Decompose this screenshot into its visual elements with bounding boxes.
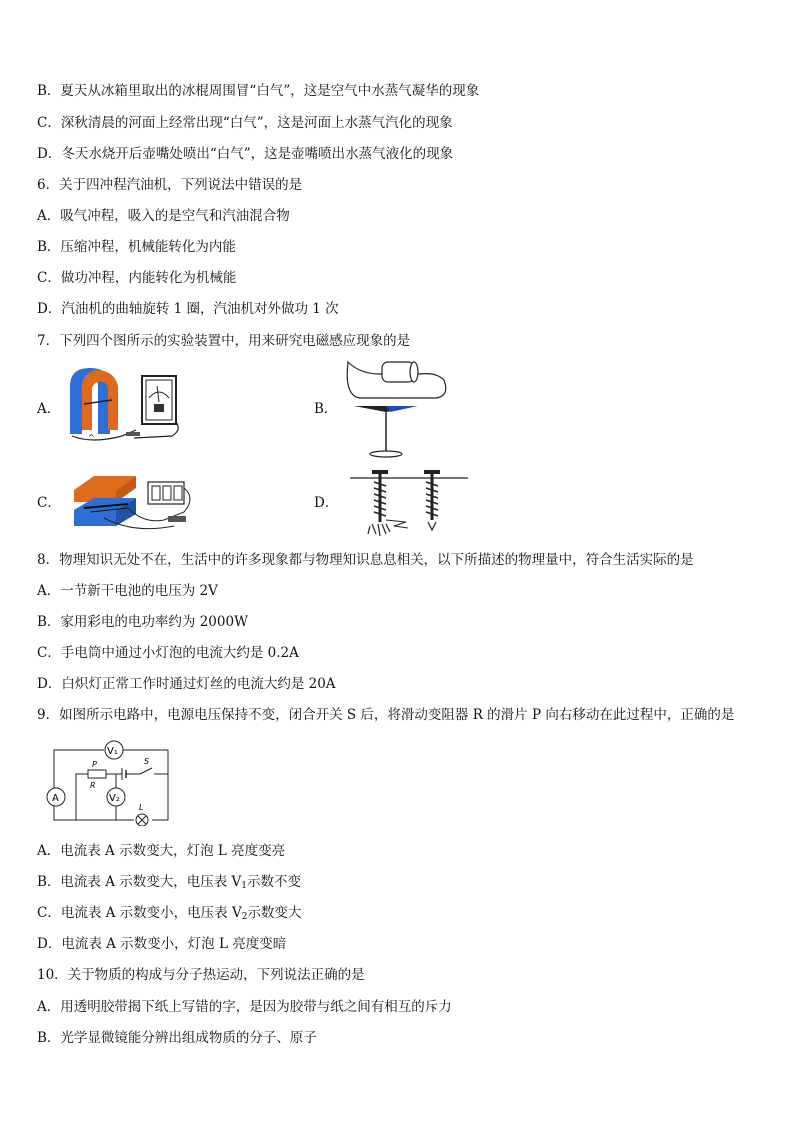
line-b-ice: B．夏天从冰箱里取出的冰棍周围冒“白气”，这是空气中水蒸气凝华的现象 xyxy=(37,83,480,99)
q9-circuit-diagram xyxy=(44,740,174,826)
q9-option-a: A．电流表 A 示数变大，灯泡 L 亮度变亮 xyxy=(37,843,286,859)
question-10: 10．关于物质的构成与分子热运动，下列说法正确的是 xyxy=(37,967,365,983)
q7-option-a-label: A． xyxy=(37,401,61,417)
q10-option-a: A．用透明胶带揭下纸上写错的字，是因为胶带与纸之间有相互的斥力 xyxy=(37,999,452,1015)
q6-option-d: D．汽油机的曲轴旋转 1 圈，汽油机对外做功 1 次 xyxy=(37,301,339,317)
q6-option-c: C．做功冲程，内能转化为机械能 xyxy=(37,270,237,286)
q9-option-b-tail: 示数不变 xyxy=(247,874,302,890)
q7-option-c-label: C． xyxy=(37,495,61,511)
q8-option-c: C．手电筒中通过小灯泡的电流大约是 0.2A xyxy=(37,645,299,661)
v2-label: V₂ xyxy=(109,793,120,804)
resistor-r-label: R xyxy=(90,781,96,790)
question-6: 6．关于四冲程汽油机，下列说法中错误的是 xyxy=(37,177,303,193)
q8-option-d: D．白炽灯正常工作时通过灯丝的电流大约是 20A xyxy=(37,676,336,692)
v1-label: V₁ xyxy=(107,746,118,757)
q9-option-c-text: C．电流表 A 示数变小，电压表 V xyxy=(37,905,242,921)
q7-figure-b xyxy=(340,356,450,460)
q9-option-b-text: B．电流表 A 示数变大，电压表 V xyxy=(37,874,242,890)
q8-option-a: A．一节新干电池的电压为 2V xyxy=(37,583,218,599)
line-c-river: C．深秋清晨的河面上经常出现“白气”，这是河面上水蒸气汽化的现象 xyxy=(37,115,453,131)
q9-option-b-sub: 1 xyxy=(241,881,248,891)
q6-option-b: B．压缩冲程，机械能转化为内能 xyxy=(37,239,236,255)
lamp-l-label: L xyxy=(139,803,144,812)
q7-figure-c xyxy=(64,468,200,534)
q7-option-d-label: D． xyxy=(314,495,339,511)
q10-option-b: B．光学显微镜能分辨出组成物质的分子、原子 xyxy=(37,1030,317,1046)
question-7: 7．下列四个图所示的实验装置中，用来研究电磁感应现象的是 xyxy=(37,333,411,349)
svg-text:^: ^ xyxy=(88,433,95,442)
q9-option-c-tail: 示数变大 xyxy=(247,905,302,921)
q9-option-c xyxy=(37,904,301,926)
q9-option-c-sub: 2 xyxy=(241,912,248,922)
question-9: 9．如图所示电路中，电源电压保持不变，闭合开关 S 后，将滑动变阻器 R 的滑片 P 向右移动在此过程中，正确的是 xyxy=(37,707,735,723)
q8-option-b: B．家用彩电的电功率约为 2000W xyxy=(37,614,248,630)
q7-figure-a xyxy=(62,364,192,444)
ammeter-label: A xyxy=(52,793,59,804)
q7-option-b-label: B． xyxy=(314,401,338,417)
slider-p-label: P xyxy=(92,760,97,769)
q9-option-d: D．电流表 A 示数变小，灯泡 L 亮度变暗 xyxy=(37,936,287,952)
question-8: 8．物理知识无处不在，生活中的许多现象都与物理知识息息相关，以下所描述的物理量中，符合生活实际的是 xyxy=(37,552,694,568)
q9-option-b xyxy=(37,873,301,895)
switch-s-label: S xyxy=(144,757,150,766)
q6-option-a: A．吸气冲程，吸入的是空气和汽油混合物 xyxy=(37,208,290,224)
line-d-kettle: D．冬天水烧开后壶嘴处喷出“白气”，这是壶嘴喷出水蒸气液化的现象 xyxy=(37,146,454,162)
q7-figure-d xyxy=(346,464,472,540)
